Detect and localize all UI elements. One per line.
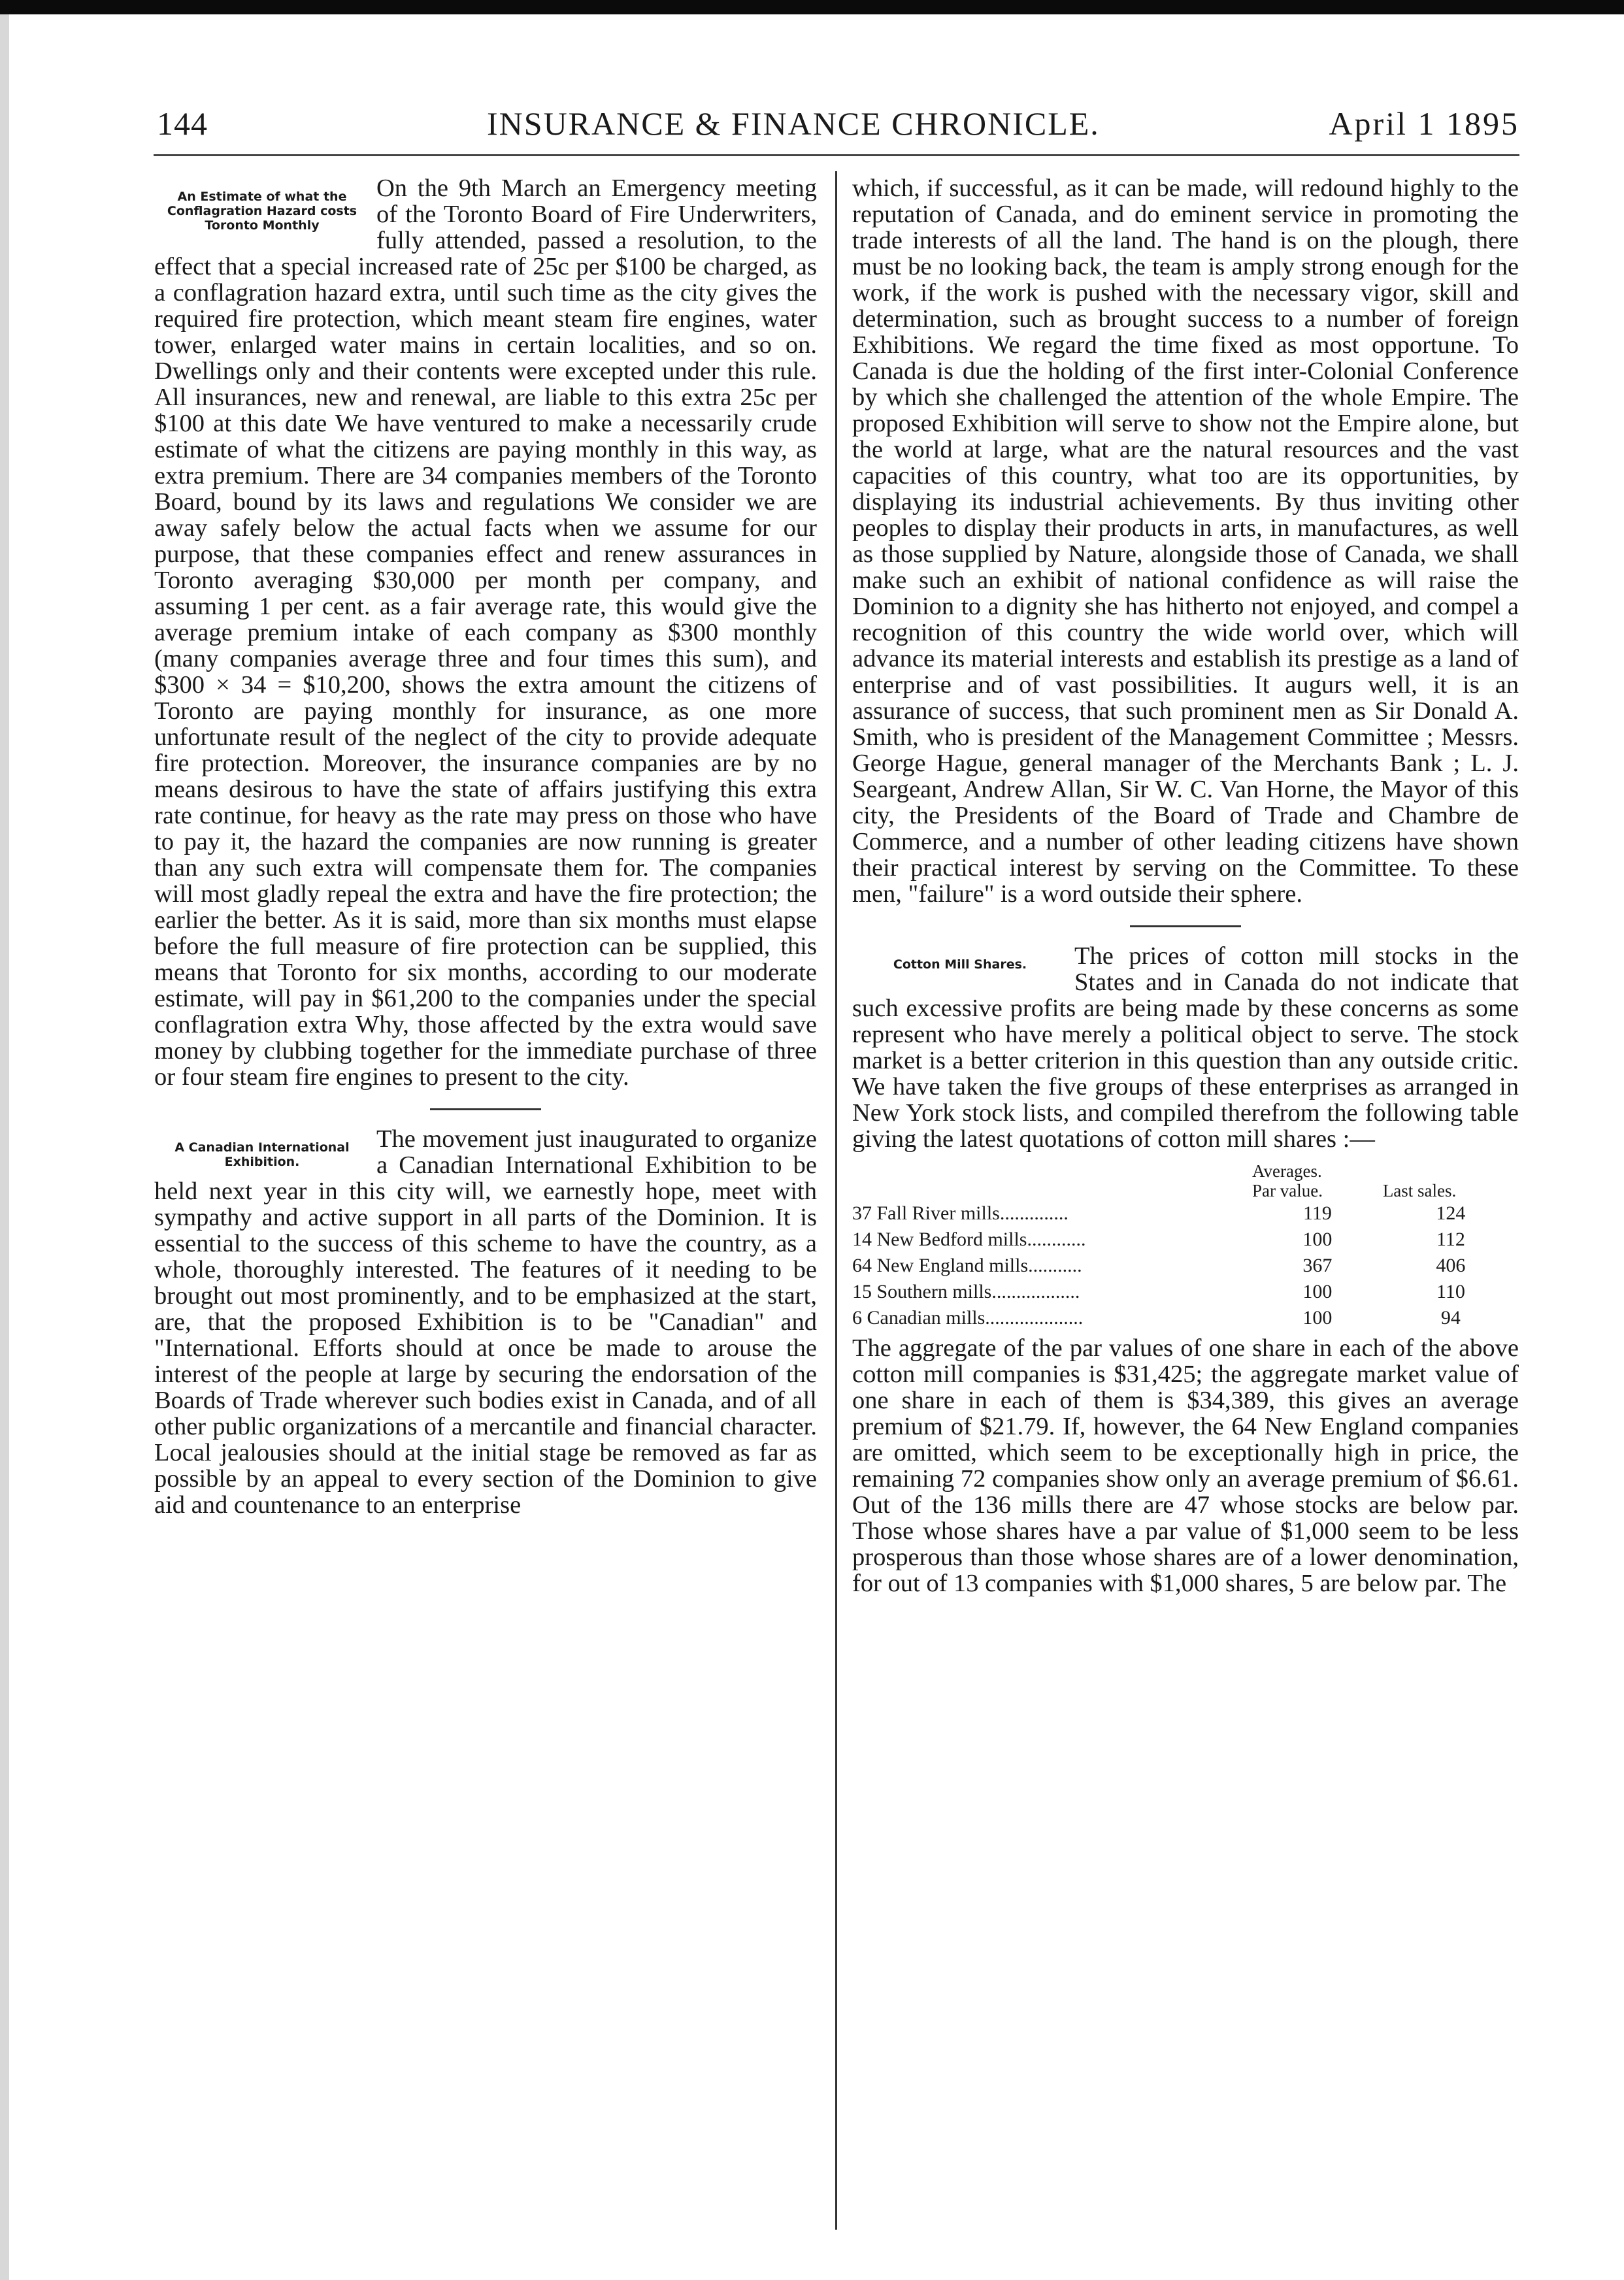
page-left-edge xyxy=(0,14,9,2280)
mill-group: 15 Southern mills.................. xyxy=(852,1281,1080,1302)
side-heading-cotton: Cotton Mill Shares. xyxy=(893,957,1027,972)
article-text-exhibition-part1: The movement just inaugurated to organize a Canadian International Exhibition to be held next year in this city will, we earnestly hope, meet with sympathy and active support in all parts of the Dominion. It is essential to the success of this scheme to have the country, as a whole, thoroughly interested. The features of it needing to be brought out most prominently, and to be emphasized at the start, are, that the proposed Exhibition is to be "Canadian" and "International. Efforts should at once be made to arouse the interest of the people at large by securing the endorsation of the Boards of Trade wherever such bodies exist in Canada, and of all other public organizations of a mercantile and financial character. Local jealousies should at the initial stage be removed as far as possible by an appeal to every section of the Dominion to give aid and countenance to an enterprise xyxy=(154,1125,817,1519)
left-column xyxy=(154,175,817,1518)
article-text-exhibition-part2: which, if successful, as it can be made, will redound highly to the reputation of Canada, and do eminent service in promoting the trade interests of all the land. The hand is on the plough, there must be no looking back, the team is amply strong enough for the work, if the work is pushed with the necessary vigor, skill and determination, such as brought success to a number of foreign Exhibitions. We regard the time fixed as most opportune. To Canada is due the holding of the first inter-Colonial Conference by which she challenged the attention of the whole Empire. The proposed Exhibition will serve to show not the Empire alone, but the world at large, what are the natural resources and the vast capacities of this country, what too are its opportunities, by displaying its industrial achievements. By thus inviting other peoples to display their products in arts, in manufactures, as well as those supplied by Nature, alongside those of Canada, we shall make such an exhibit of national confidence as will raise the Dominion to a dignity she has hitherto not enjoyed, and compel a recognition of this country the wide world over, which will advance its material interests and establish its prestige as a land of enterprise and of vast possibilities. It augurs well, it is an assurance of success, that such prominent men as Sir Donald A. Smith, who is president of the Management Committee ; Messrs. George Hague, general manager of the Merchants Bank ; L. J. Seargeant, Andrew Allan, Sir W. C. Van Horne, the Mayor of this city, the Presidents of the Board of Trade and Chambre de Commerce, and a number of other leading citizens have shown their practical interest by serving on the Committee. To these men, "failure" is a word outside their sphere. xyxy=(852,174,1519,908)
table-group-heading: Averages. xyxy=(1252,1161,1322,1181)
table-row xyxy=(852,1227,1519,1253)
section-rule xyxy=(1130,925,1241,927)
cotton-table-wrap xyxy=(852,1161,1519,1331)
last-sale: 124 xyxy=(1436,1202,1466,1224)
par-value: 100 xyxy=(1302,1281,1333,1302)
journal-title: INSURANCE & FINANCE CHRONICLE. xyxy=(487,105,1100,142)
par-value: 367 xyxy=(1302,1255,1333,1276)
side-heading-exhibition: A Canadian International Exhibition. xyxy=(174,1140,350,1169)
table-row xyxy=(852,1253,1519,1279)
section-rule xyxy=(430,1108,541,1110)
table-header-row xyxy=(852,1181,1519,1200)
mill-group: 64 New England mills........... xyxy=(852,1255,1082,1276)
last-sale: 112 xyxy=(1436,1229,1465,1250)
cotton-mill-table xyxy=(852,1161,1519,1331)
article-text-conflagration: On the 9th March an Emergency meeting of the Toronto Board of Fire Underwriters, fully attended, passed a resolution, to the effect that a special increased rate of 25c per $100 be charged, as a conflagration hazard extra, until such time as the city gives the required fire protection, which meant steam fire engines, water tower, enlarged water mains in certain localities, and so on. Dwellings only and their contents were excepted under this rule. All insurances, new and renewal, are liable to this extra 25c per $100 at this date We have ventured to make a necessarily crude estimate of what the citizens are paying monthly in this way, as extra premium. There are 34 companies members of the Toronto Board, bound by its laws and regulations We consider we are away safely below the actual facts when we assume for our purpose, that these companies effect and renew assurances in Toronto averaging $30,000 per month per company, and assuming 1 per cent. as a fair average rate, this would give the average premium intake of each company as $300 monthly (many companies average three and four times this sum), and $300 × 34 = $10,200, shows the extra amount the citizens of Toronto are paying monthly for insurance, as one more unfortunate result of the neglect of the city to provide adequate fire protection. Moreover, the insurance companies are by no means desirous to have the state of affairs justifying this extra rate continue, for heavy as the rate may press on those who have to pay it, the hazard the companies are now running is greater than any such extra will compensate them for. The companies will most gladly repeal the extra and have the fire protection; the earlier the better. As it is said, more than six months must elapse before the full measure of fire protection can be supplied, this means that Toronto for six months, according to our moderate estimate, will pay in $61,200 to the companies under the special conflagration extra Why, those affected by the extra would save money by clubbing together for the immediate purchase of three or four steam fire engines to present to the city. xyxy=(154,174,817,1091)
side-heading-conflagration: An Estimate of what the Conflagration Hazard costs Toronto Monthly xyxy=(167,190,357,233)
table-row xyxy=(852,1305,1519,1331)
right-column xyxy=(852,175,1519,1596)
article-text-cotton-intro: The prices of cotton mill stocks in the States and in Canada do not indicate that such excessive profits are being made by these concerns as some represent who have merely a political object to serve. The stock market is a better criterion in this question than any outside critic. We have taken the five groups of these enterprises as arranged in New York stock lists, and compiled therefrom the following table giving the latest quotations of cotton mill shares :— xyxy=(852,942,1519,1153)
column-divider xyxy=(835,171,837,2230)
article-conflagration xyxy=(154,175,817,1090)
col-header-last-sales: Last sales. xyxy=(1382,1181,1457,1200)
last-sale: 94 xyxy=(1440,1307,1461,1329)
par-value: 100 xyxy=(1302,1229,1333,1250)
issue-date: April 1 1895 xyxy=(1329,105,1519,142)
par-value: 100 xyxy=(1302,1307,1333,1329)
page-top-border xyxy=(0,0,1624,14)
article-text-cotton-analysis: The aggregate of the par values of one share in each of the above cotton mill companies is $31,425; the aggregate market value of one share in each of them is $34,389, this gives an average premium of $21.79. If, however, the 64 New England companies are omitted, which seem to be exceptionally high in price, the remaining 72 companies show only an average premium of $6.61. Out of the 136 mills there are 47 whose stocks are below par. Those whose shares have a par value of $1,000 seem to be less prosperous than those whose shares are of a lower denomination, for out of 13 companies with $1,000 shares, 5 are below par. The xyxy=(852,1334,1519,1597)
last-sale: 110 xyxy=(1436,1281,1465,1302)
mill-group: 14 New Bedford mills............ xyxy=(852,1229,1086,1250)
table-group-header-row xyxy=(852,1161,1519,1181)
page-number: 144 xyxy=(157,105,208,142)
header-rule xyxy=(154,154,1519,156)
last-sale: 406 xyxy=(1436,1255,1466,1276)
mill-group: 6 Canadian mills.................... xyxy=(852,1307,1084,1329)
article-cotton xyxy=(852,943,1519,1596)
article-exhibition xyxy=(154,1126,817,1518)
col-header-par-value: Par value. xyxy=(1252,1181,1323,1200)
par-value: 119 xyxy=(1302,1202,1332,1224)
mill-group: 37 Fall River mills.............. xyxy=(852,1202,1069,1224)
table-row xyxy=(852,1200,1519,1227)
table-row xyxy=(852,1279,1519,1305)
